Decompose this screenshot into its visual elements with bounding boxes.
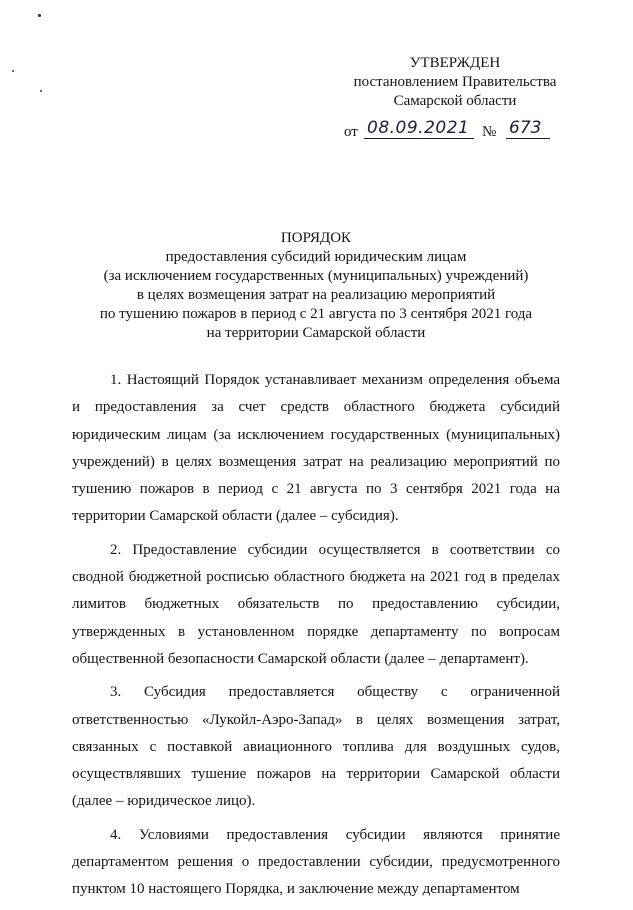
decree-date-underline: [364, 138, 474, 139]
title-line: на территории Самарской области: [206, 325, 426, 341]
paragraph-3: [72, 679, 560, 815]
text-line: учреждений) в целях возмещения затрат на реализацию мероприятий по: [72, 453, 560, 470]
approval-heading: УТВЕРЖДЕН: [409, 55, 501, 71]
text-line: юридическим лицам (за исключением государственных (муниципальных): [72, 426, 560, 443]
text-line: тушению пожаров в период с 21 августа по 3 сентября 2021 года на: [72, 481, 560, 498]
paragraph-4: [72, 822, 560, 904]
text-line: общественной безопасности Самарской области (далее – департамент).: [72, 650, 529, 667]
scan-speck: [38, 14, 41, 17]
text-line: 4. Условиями предоставления субсидии являются принятие: [110, 826, 560, 843]
title-line: в целях возмещения затрат на реализацию мероприятий: [136, 287, 496, 303]
title-line: по тушению пожаров в период с 21 августа по 3 сентября 2021 года: [99, 306, 533, 322]
text-line: утвержденных в установленном порядке департаменту по вопросам: [72, 623, 560, 640]
document-title: [60, 229, 572, 343]
text-line: пунктом 10 настоящего Порядка, и заключение между департаментом: [72, 881, 520, 898]
paragraph-2: [72, 537, 560, 673]
text-line: 1. Настоящий Порядок устанавливает механизм определения объема: [110, 372, 560, 388]
scan-speck: [12, 70, 14, 72]
title-line: предоставления субсидий юридическим лицам: [165, 249, 467, 265]
paragraph-1: [72, 367, 560, 531]
document-body: [72, 367, 560, 910]
text-line: территории Самарской области (далее – субсидия).: [72, 508, 399, 525]
text-line: 2. Предоставление субсидии осуществляется в соответствии со: [110, 541, 560, 558]
decree-date-handwritten: 08.09.2021: [367, 118, 470, 138]
title-heading: ПОРЯДОК: [280, 230, 352, 246]
text-line: лимитов бюджетных обязательств по предоставлению субсидии,: [72, 596, 560, 613]
text-line: 3. Субсидия предоставляется обществу с ограниченной: [110, 684, 560, 701]
text-line: осуществлявших тушение пожаров на территории Самарской области: [72, 766, 560, 783]
scan-speck: [40, 90, 42, 92]
text-line: связанных с поставкой авиационного топлива для воздушных судов,: [72, 738, 560, 755]
approval-stamp: [330, 54, 580, 111]
decree-number-handwritten: 673: [509, 118, 542, 138]
text-line: (далее – юридическое лицо).: [72, 793, 256, 810]
decree-number-sign: №: [482, 124, 497, 140]
decree-reference: [344, 120, 584, 146]
decree-number-underline: [506, 138, 550, 139]
text-line: и предоставления за счет средств областного бюджета субсидий: [72, 399, 560, 416]
approval-region: Самарской области: [393, 93, 517, 109]
decree-date-prefix: от: [344, 124, 358, 140]
approval-authority: постановлением Правительства: [353, 74, 557, 90]
text-line: департаментом решения о предоставлении субсидии, предусмотренного: [72, 854, 560, 871]
title-line: (за исключением государственных (муниципальных) учреждений): [103, 268, 529, 284]
text-line: ответственностью «Лукойл-Аэро-Запад» в целях возмещения затрат,: [72, 711, 560, 728]
text-line: сводной бюджетной росписью областного бюджета на 2021 год в пределах: [72, 569, 560, 586]
